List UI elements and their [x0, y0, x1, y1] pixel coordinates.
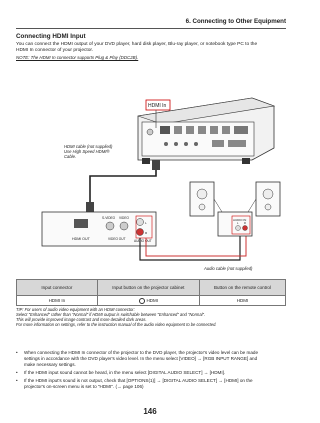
section-title: Connecting HDMI Input: [16, 33, 86, 40]
bullet-line: If the HDMI input's sound is not output, check that [OPTIONS(1)] → [DIGITAL AUDIO SELECT] → [HDMI] on the: [24, 377, 253, 383]
intro-line: HDMI In connector of your projector.: [16, 48, 94, 53]
hdmi-button-icon: [139, 298, 145, 304]
bullet-line: When connecting the HDMI In connector of the projector to the DVD player, the projector's video level can be made: [24, 350, 259, 355]
table-cell: HDMI In: [17, 296, 98, 306]
page-number: 146: [143, 407, 157, 416]
tip-line: Select "Enhanced" rather than "Normal" if HDMI output is switchable between "Enhanced" and "Normal".: [16, 312, 206, 317]
speaker-right: [256, 182, 280, 216]
dvd-video-out-label: VIDEO OUT: [108, 237, 126, 241]
intro-paragraph: [16, 42, 286, 54]
tip-block: [16, 307, 286, 327]
hdmi-cable-label-line: Use High Speed HDMI®: [64, 149, 110, 154]
table-cell: [97, 296, 199, 306]
speaker-left: [190, 182, 214, 216]
table-header-cell: Input connector: [17, 280, 98, 296]
note-text: NOTE: The HDMI In connector supports Plug & Play (DDC2B).: [16, 55, 139, 60]
table-header-row: [17, 280, 286, 296]
hdmi-cable: [90, 160, 156, 212]
bullet-line: make necessary settings.: [24, 361, 76, 367]
audio-in-l-label: L: [237, 222, 239, 225]
dvd-audio-l-label: L: [145, 221, 147, 225]
audio-in-r-label: R: [244, 222, 246, 225]
audio-in-label: AUDIO IN: [233, 218, 247, 222]
dvd-svideo-label: S-VIDEO: [102, 216, 116, 220]
dvd-hdmi-out-label: HDMI OUT: [72, 237, 90, 241]
bullet-icon: •: [16, 350, 18, 355]
bullet-icon: •: [16, 369, 18, 375]
tip-line: TIP: For users of audio video equipment with an HDMI connector:: [16, 307, 135, 312]
input-button-table: [16, 279, 286, 306]
dvd-audio-out-label: AUDIO OUT: [134, 239, 152, 243]
bullet-line: projector's on-screen menu is set to "HDMI". (→ page 106): [24, 383, 144, 389]
list-item: [16, 370, 286, 376]
table-header-cell: Button on the remote control: [199, 280, 285, 296]
table-row: [17, 296, 286, 306]
bullet-line: If the HDMI input sound cannot be heard, in the menu select [DIGITAL AUDIO SELECT] → [HDMI].: [24, 369, 226, 375]
table-header-cell: Input button on the projector cabinet: [97, 280, 199, 296]
table-cell-text: HDMI: [146, 297, 159, 303]
bullet-line: settings in accordance with the DVD player's video level. In the menu select [VIDEO] → [RGB INPUT RANGE] and: [24, 355, 258, 361]
tip-line: This will provide improved image contrast and more detailed dark areas.: [16, 317, 147, 322]
hdmi-cable-label-line: HDMI cable (not supplied): [64, 144, 113, 149]
chapter-title: 6. Connecting to Other Equipment: [185, 18, 286, 25]
list-item: [16, 350, 286, 368]
bullet-list: [16, 350, 286, 391]
tip-line: For more information on settings, refer to the instruction manual of the audio video equipment to be connected.: [16, 322, 217, 327]
intro-line: You can connect the HDMI output of your DVD player, hard disk player, Blu-ray player, or notebook type PC to the: [16, 42, 258, 47]
table-cell: HDMI: [199, 296, 285, 306]
list-item: [16, 378, 286, 390]
dvd-audio-r-label: R: [145, 231, 148, 235]
audio-cable-label: Audio cable (not supplied): [204, 266, 253, 271]
connection-diagram: [16, 72, 286, 272]
audio-amplifier: [218, 212, 252, 236]
dvd-video-label: VIDEO: [119, 216, 129, 220]
hdmi-cable-label-line: Cable.: [64, 154, 77, 159]
bullet-icon: •: [16, 377, 18, 383]
chapter-divider: [16, 28, 286, 29]
hdmi-in-label: HDMI In: [148, 103, 167, 109]
